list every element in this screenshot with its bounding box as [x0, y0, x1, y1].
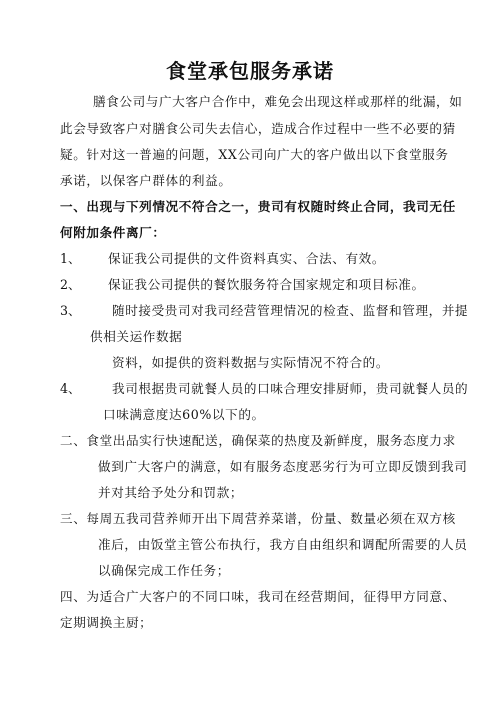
item-text: 随时接受贵司对我司经营管理情况的检查、监督和管理，并提	[112, 303, 469, 318]
section-3-text: 以确保完成工作任务；	[98, 563, 230, 578]
intro-line: 膳食公司与广大客户合作中，难免会出现这样或那样的纰漏，如	[93, 94, 463, 109]
section-3-text: 三、每周五我司营养师开出下周营养菜谱，份量、数量必须在双方核	[60, 511, 456, 526]
item-number: 1、	[60, 251, 81, 266]
section-4-text: 定期调换主厨；	[60, 615, 153, 630]
item-text: 资料，如提供的资料数据与实际情况不符合的。	[112, 355, 390, 370]
intro-line: 此会导致客户对膳食公司失去信心，造成合作过程中一些不必要的猜	[60, 121, 456, 136]
section-2-text: 并对其给予处分和罚款；	[98, 485, 244, 500]
item-number: 4、	[60, 381, 81, 396]
item-text: 口味满意度达60%以下的。	[103, 407, 265, 422]
section-3-text: 准后，由饭堂主管公布执行，我方自由组织和调配所需要的人员	[98, 537, 468, 552]
section-2-text: 二、食堂出品实行快速配送，确保菜的热度及新鲜度，服务态度力求	[60, 433, 456, 448]
intro-line: 疑。针对这一普遍的问题，XX公司向广大的客户做出以下食堂服务	[60, 147, 449, 162]
section-1-heading: 何附加条件离厂：	[60, 225, 166, 240]
item-text: 我司根据贵司就餐人员的口味合理安排厨师，贵司就餐人员的	[112, 381, 469, 396]
section-4-text: 四、为适合广大客户的不同口味，我司在经营期间，征得甲方同意、	[60, 589, 456, 604]
intro-line: 承诺，以保客户群体的利益。	[60, 173, 232, 188]
item-number: 3、	[60, 303, 81, 318]
item-text: 保证我公司提供的餐饮服务符合国家规定和项目标准。	[108, 277, 425, 292]
document-title: 食堂承包服务承诺	[166, 59, 334, 83]
item-number: 2、	[60, 277, 81, 292]
item-text: 保证我公司提供的文件资料真实、合法、有效。	[108, 251, 386, 266]
section-1-heading: 一、出现与下列情况不符合之一，贵司有权随时终止合同，我司无任	[60, 199, 456, 214]
item-text: 供相关运作数据	[90, 329, 183, 344]
section-2-text: 做到广大客户的满意，如有服务态度恶劣行为可立即反馈到我司	[98, 459, 468, 474]
